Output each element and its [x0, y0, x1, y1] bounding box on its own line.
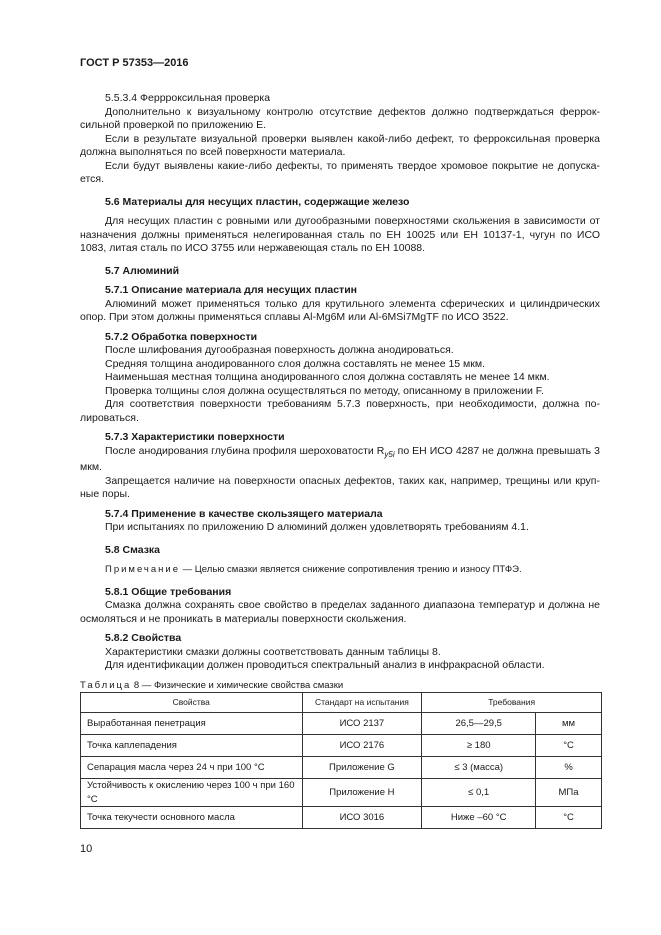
section-5-7-1-heading: 5.7.1 Описание материала для несущих пластин: [105, 284, 357, 296]
section-5-5-3-4-title: 5.5.3.4 Феррроксильная проверка: [105, 92, 271, 104]
table-cell-standard: Приложение G: [302, 757, 422, 779]
section-5-8-2-heading: 5.8.2 Свойства: [105, 632, 182, 644]
note: Примечание — Целью смазки является снижение сопротивления трению и износу ПТФЭ.: [105, 564, 522, 575]
section-5-8-heading: 5.8 Смазка: [105, 543, 161, 556]
table-cell-requirement: Ниже –60 °С: [422, 807, 536, 829]
table-row: [81, 807, 602, 829]
table-row: [81, 757, 602, 779]
paragraph: Если в результате визуальной проверки выявлен какой-либо дефект, то ферроксильная проверка должна выполняться по всей поверхности материала.: [80, 132, 600, 158]
paragraph-roughness: После анодирования глубина профиля шероховатости $R_{y5i}$ по ЕН ИСО 4287 не должна превышать 3 мкм.: [80, 444, 600, 473]
section-5-7-3-heading: 5.7.3 Характеристики поверхности: [105, 431, 285, 443]
paragraph: После шлифования дугообразная поверхность должна анодироваться.: [105, 344, 454, 356]
table-row: [81, 735, 602, 757]
table-cell-unit: мм: [536, 713, 602, 735]
table-cell-standard: ИСО 2176: [302, 735, 422, 757]
table-cell-unit: МПа: [536, 779, 602, 807]
paragraph: Характеристики смазки должны соответствовать данным таблицы 8.: [105, 645, 441, 658]
document-header: ГОСТ Р 57353—2016: [80, 57, 189, 69]
table-cell-property: Точка текучести основного масла: [81, 807, 303, 829]
paragraph: Для соответствия поверхности требованиям 5.7.3 поверхность, при необходимости, должна полироваться.: [80, 398, 600, 424]
table-row: [81, 713, 602, 735]
paragraph: Наименьшая местная толщина анодированного слоя должна составлять не менее 14 мкм.: [105, 371, 550, 383]
section-5-7-heading: 5.7 Алюминий: [105, 264, 180, 277]
table-cell-property: Сепарация масла через 24 ч при 100 °С: [81, 757, 303, 779]
table-header-cell: Стандарт на испытания: [302, 693, 422, 713]
section-5-7-4-heading: 5.7.4 Применение в качестве скользящего материала: [105, 507, 383, 520]
table-8: [80, 692, 602, 829]
table-cell-requirement: ≤ 3 (масса): [422, 757, 536, 779]
table-cell-standard: ИСО 2137: [302, 713, 422, 735]
table-cell-property: Точка каплепадения: [81, 735, 303, 757]
table-cell-property: Выработанная пенетрация: [81, 713, 303, 735]
page-number: 10: [80, 843, 93, 855]
table-cell-unit: %: [536, 757, 602, 779]
table-cell-unit: °С: [536, 735, 602, 757]
paragraph: Алюминий может применяться только для крутильного элемента сферических и цилиндрических опор. При этом должны применяться сплавы Al-Mg6M или Al-6MSi7MgTF по ИСО 3522.: [80, 297, 600, 323]
section-5-6-heading: 5.6 Материалы для несущих пластин, содержащие железо: [105, 195, 410, 208]
paragraph: Дополнительно к визуальному контролю отсутствие дефектов должно подтверждаться ферроксильной проверкой по приложению Е.: [80, 105, 600, 131]
section-5-8-1-heading: 5.8.1 Общие требования: [105, 585, 232, 598]
paragraph: Смазка должна сохранять свое свойство в пределах заданного диапазона температур и должна не осмоляться и не проникать в материалы поверхности скольжения.: [80, 599, 600, 625]
table-row: [81, 779, 602, 807]
table-cell-standard: Приложение Н: [302, 779, 422, 807]
table-caption: Таблица 8 — Физические и химические свойства смазки: [80, 679, 344, 691]
table-header-cell: Требования: [422, 693, 602, 713]
paragraph: Средняя толщина анодированного слоя должна составлять не менее 15 мкм.: [105, 357, 486, 370]
table-cell-unit: °С: [536, 807, 602, 829]
paragraph: Проверка толщины слоя должна осуществляться по методу, описанному в приложении F.: [105, 384, 544, 397]
paragraph: Запрещается наличие на поверхности опасных дефектов, таких как, например, трещины или крупные поры.: [80, 474, 600, 500]
table-header-cell: Свойства: [81, 693, 303, 713]
table-header-row: [81, 693, 602, 713]
paragraph: Если будут выявлены какие-либо дефекты, то применять твердое хромовое покрытие не допускается.: [80, 159, 600, 185]
subscript: y5i: [384, 449, 395, 459]
table-cell-requirement: ≤ 0,1: [422, 779, 536, 807]
note-label: Примечание: [105, 564, 180, 575]
table-cell-requirement: ≥ 180: [422, 735, 536, 757]
paragraph: Для идентификации должен проводиться спектральный анализ в инфракрасной области.: [105, 659, 545, 671]
table-cell-standard: ИСО 3016: [302, 807, 422, 829]
section-5-7-2-heading: 5.7.2 Обработка поверхности: [105, 330, 258, 343]
table-cell-property: Устойчивость к окислению через 100 ч при 160 °С: [81, 779, 303, 807]
paragraph: Для несущих пластин с ровными или дугообразными поверхностями скольжения в зависимости от назначения должны применяться нелегированная сталь по ЕН 10025 или ЕН 10137-1, чугун по ИСО 1083, литая сталь по ИСО 3755 или нержавеющая сталь по ЕН 10088.: [80, 215, 600, 254]
paragraph: При испытаниях по приложению D алюминий должен удовлетворять требованиям 4.1.: [105, 521, 529, 533]
table-cell-requirement: 26,5—29,5: [422, 713, 536, 735]
document-body: [80, 92, 600, 829]
